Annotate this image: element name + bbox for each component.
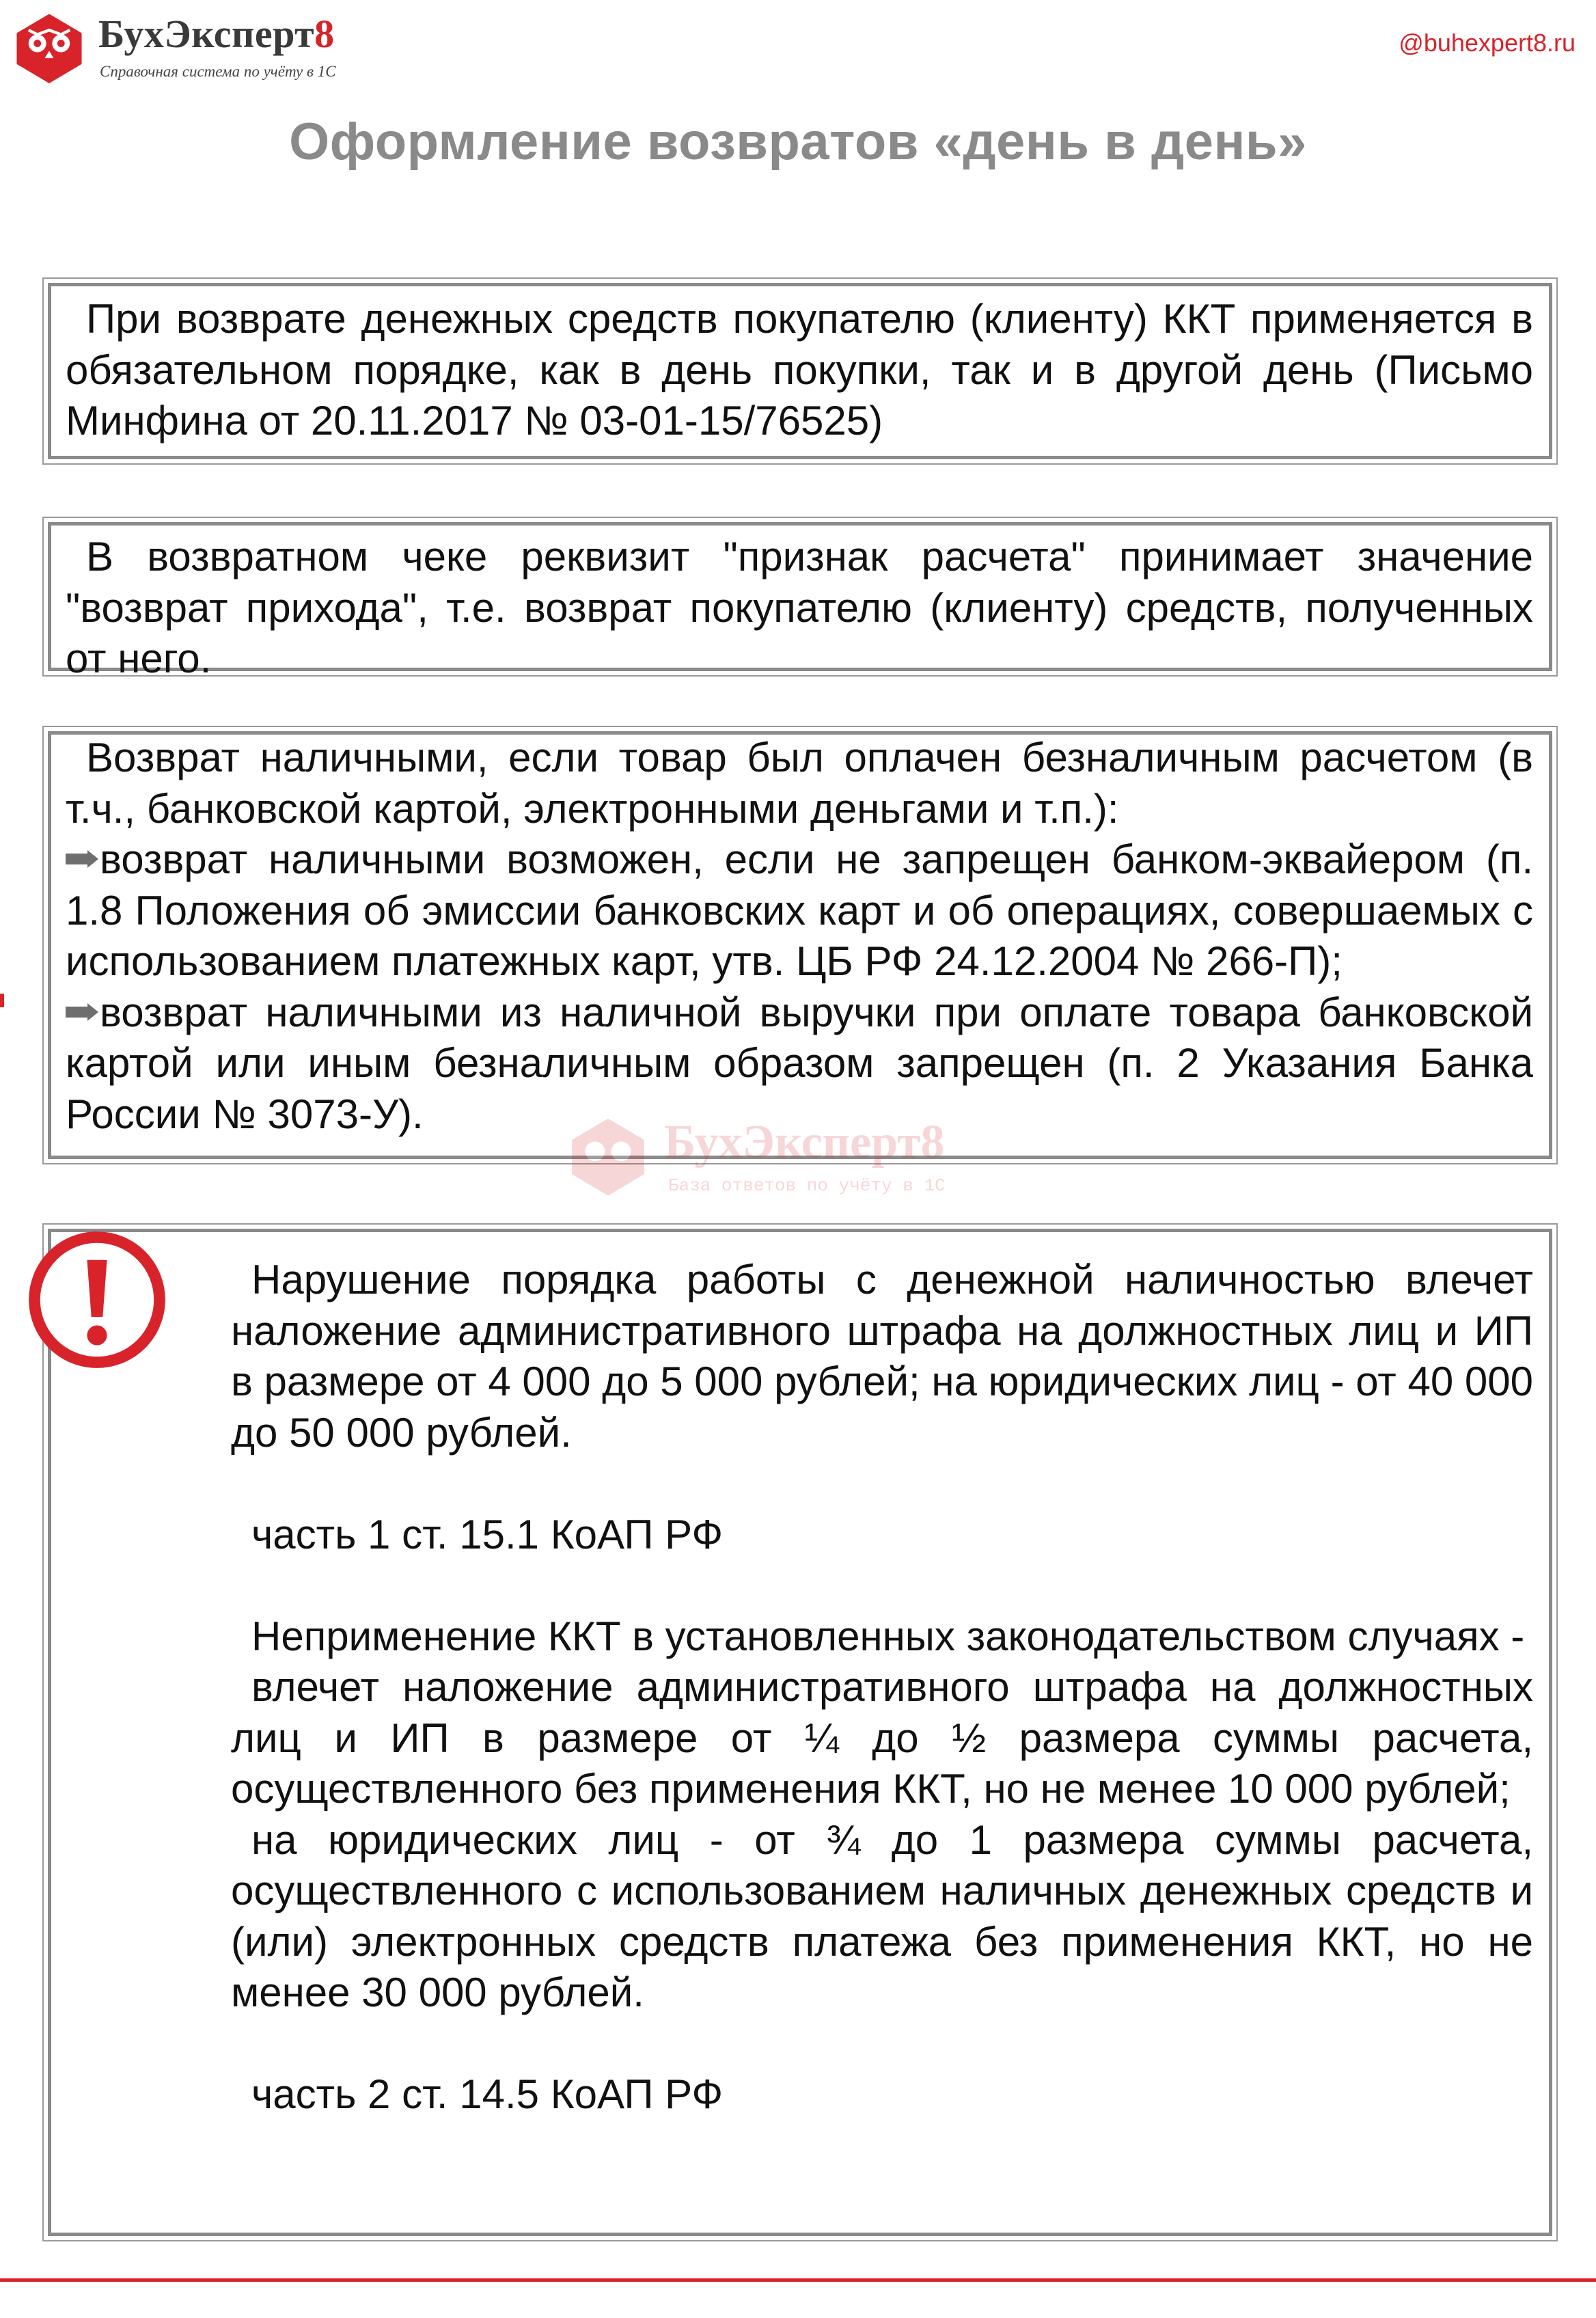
paragraph: влечет наложение административного штрафа на должностных лиц и ИП в размере от ¼ до ½ размера суммы расчета, осуществленного без применения ККТ, но не менее 10 000 рублей; — [231, 1664, 1533, 1812]
brand-logo[interactable] — [12, 10, 395, 85]
owl-logo-icon — [12, 11, 86, 85]
footer-divider — [0, 2278, 1596, 2282]
paragraph: При возврате денежных средств покупателю (клиенту) ККТ применяется в обязательном порядке, как в день покупки, так и в другой день (Письмо Минфина от 20.11.2017 № 03-01-15/76525) — [66, 296, 1533, 444]
bullet-item — [66, 834, 1533, 987]
law-reference: часть 1 ст. 15.1 КоАП РФ — [251, 1511, 724, 1557]
warning-text-fines — [231, 1255, 1533, 2121]
site-link[interactable]: @buhexpert8.ru — [1399, 29, 1576, 57]
info-text-cash-return — [66, 733, 1533, 1140]
bullet-text: возврат наличными из наличной выручки при оплате товара банковской картой или иным безналичным образом запрещен (п. 2 Указания Банка России № 3073-У). — [66, 989, 1533, 1137]
arrow-right-icon — [66, 1003, 98, 1021]
paragraph: Неприменение ККТ в установленных законодательством случаях - — [251, 1613, 1525, 1659]
watermark-name: БухЭксперт8 — [664, 1116, 945, 1169]
info-text-kkt-mandatory — [66, 294, 1533, 447]
logo-tagline: Справочная система по учёту в 1С — [100, 63, 336, 80]
watermark — [560, 1115, 1052, 1204]
paragraph: на юридических лиц - от ¾ до 1 размера суммы расчета, осуществленного с использованием наличных денежных средств и (или) электронных средств платежа без применения ККТ, но не менее 30 000 рублей. — [231, 1816, 1533, 2015]
law-reference: часть 2 ст. 14.5 КоАП РФ — [251, 2071, 724, 2117]
logo-name: БухЭксперт8 — [98, 12, 335, 56]
paragraph: Возврат наличными, если товар был оплачен безналичным расчетом (в т.ч., банковской картой, электронными деньгами и т.п.): — [66, 735, 1533, 832]
arrow-right-icon — [66, 850, 98, 868]
bullet-text: возврат наличными возможен, если не запрещен банком-эквайером (п. 1.8 Положения об эмиссии банковских карт и об операциях, совершаемых с использованием платежных карт, утв. ЦБ РФ 24.12.2004 № 266-П); — [66, 836, 1533, 984]
paragraph: Нарушение порядка работы с денежной наличностью влечет наложение административного штрафа на должностных лиц и ИП в размере от 4 000 до 5 000 рублей; на юридических лиц - от 40 000 до 50 000 рублей. — [231, 1257, 1533, 1456]
watermark-subtitle: База ответов по учёту в 1С — [668, 1175, 946, 1196]
info-text-return-receipt — [66, 532, 1533, 685]
paragraph: В возвратном чеке реквизит "признак расчета" принимает значение "возврат прихода", т.е. возврат покупателю (клиенту) средств, полученных от него. — [66, 534, 1533, 681]
edge-mark — [0, 994, 4, 1007]
page-title: Оформление возвратов «день в день» — [289, 113, 1307, 171]
owl-logo-icon — [567, 1115, 649, 1197]
exclamation-circle-icon — [26, 1229, 168, 1371]
